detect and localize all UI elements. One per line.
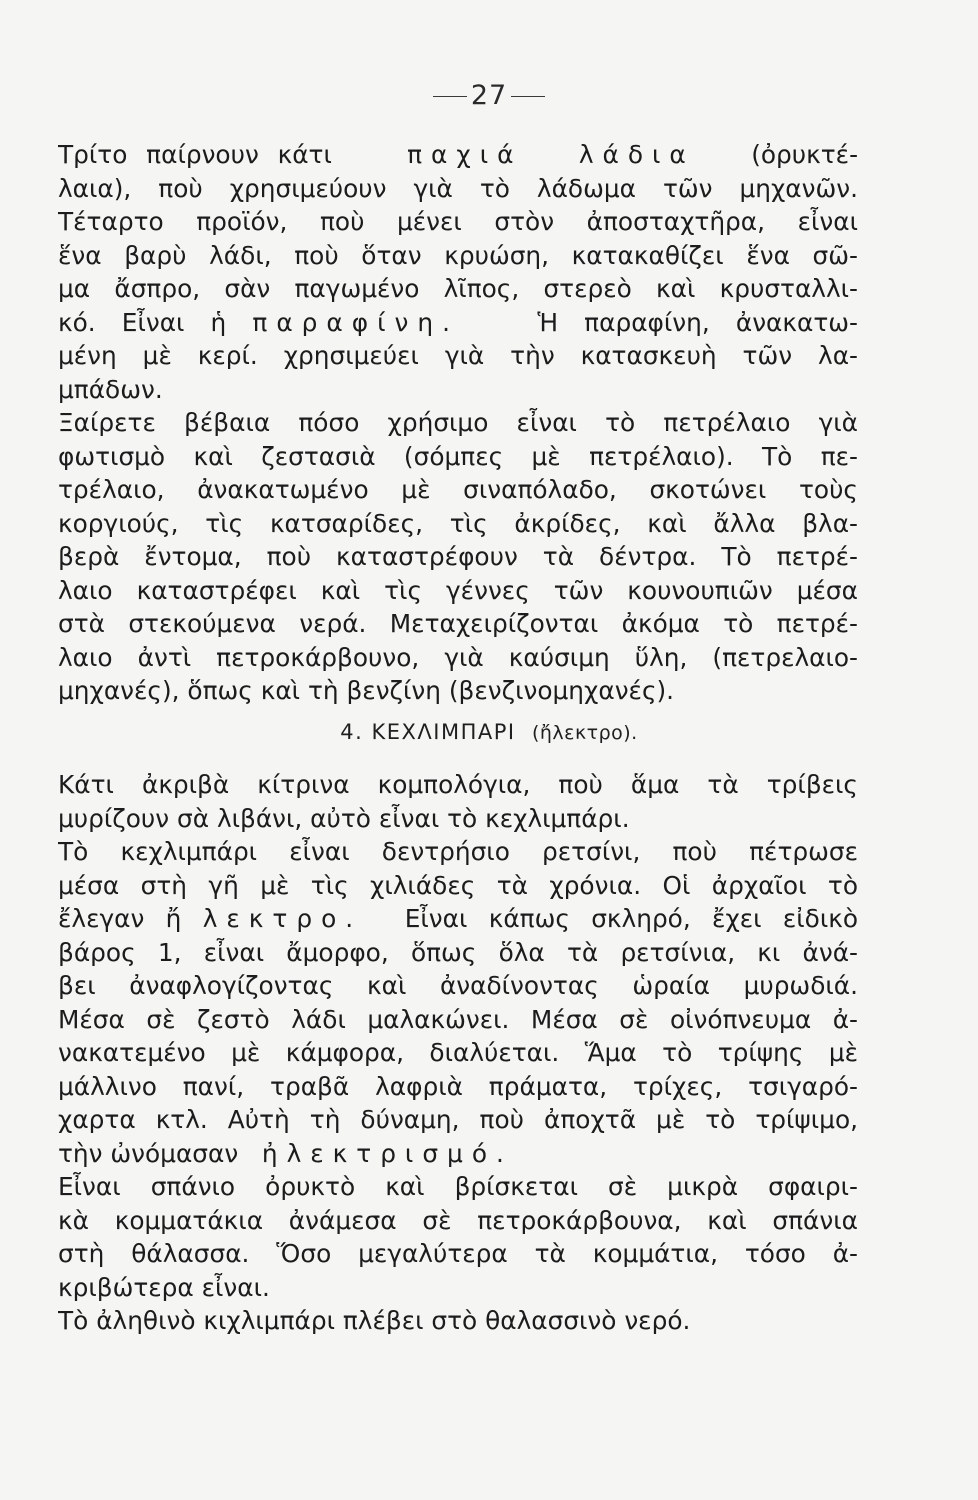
text-line: ἕνα βαρὺ λάδι, ποὺ ὅταν κρυώση, κατακαθίζει ἕνα σῶ- [58,240,858,270]
text-line: στὰ στεκούμενα νερά. Μεταχειρίζονται ἀκόμα τὸ πετρέ- [58,609,858,638]
text-line: λαια), ποὺ χρησιμεύουν γιὰ τὸ λάδωμα τῶν μηχανῶν. [58,173,858,203]
text-line: Εἶναι σπάνιο ὀρυκτὸ καὶ βρίσκεται σὲ μικρὰ σφαιρι- [58,1172,858,1201]
text-line: Τέταρτο προϊόν, ποὺ μένει στὸν ἀποσταχτῆρα, εἶναι [58,207,858,236]
text-line: χαρτα κτλ. Αὐτὴ τὴ δύναμη, ποὺ ἀποχτᾶ μὲ τὸ τρίψιμο, [58,1105,858,1134]
text-line: κὰ κομματάκια ἀνάμεσα σὲ πετροκάρβουνα, καὶ σπάνια [58,1205,858,1235]
section-amber-text [58,768,858,1338]
text-line: μένη μὲ κερί. χρησιμεύει γιὰ τὴν κατασκευὴ τῶν λα- [58,341,858,370]
text-line: μπάδων. [58,374,163,404]
text-line: ἔλεγαν ἤ λεκτρο. Εἶναι κάπως σκληρό, ἔχει εἰδικὸ [58,904,858,933]
text-line: μηχανές), ὅπως καὶ τὴ βενζίνη (βενζινομηχανές). [58,676,675,705]
text-line: μα ἄσπρο, σὰν παγωμένο λῖπος, στερεὸ καὶ κρυσταλλι- [58,274,858,303]
page-number-left-dash [433,96,467,97]
text-line: τὴν ὠνόμασαν ἠλεκτρισμό. [58,1138,513,1168]
text-line: Μέσα σὲ ζεστὸ λάδι μαλακώνει. Μέσα σὲ οἰνόπνευμα ἀ- [58,1004,858,1034]
text-line: στὴ θάλασσα. Ὅσο μεγαλύτερα τὰ κομμάτια, τόσο ἀ- [58,1239,858,1268]
section-heading [0,720,978,744]
text-line: λαιο ἀντὶ πετροκάρβουνο, γιὰ καύσιμη ὕλη, (πετρελαιο- [58,642,858,672]
text-line: Τὸ ἀληθινὸ κιχλιμπάρι πλέβει στὸ θαλασσινὸ νερό. [58,1306,691,1335]
text-line: βάρος 1, εἶναι ἄμορφο, ὅπως ὅλα τὰ ρετσίνια, κι ἀνά- [58,937,858,967]
text-line: βει ἀναφλογίζοντας καὶ ἀναδίνοντας ὡραία μυρωδιά. [58,971,858,1000]
text-line: βερὰ ἔντομα, ποὺ καταστρέφουν τὰ δέντρα. Τὸ πετρέ- [58,542,858,571]
page-number-value: 27 [470,80,508,111]
text-line: Τρίτο παίρνουν κάτι παχιά λάδια (ὀρυκτέ- [58,140,858,169]
text-line: λαιο καταστρέφει καὶ τὶς γέννες τῶν κουνουπιῶν μέσα [58,575,858,605]
text-line: Κάτι ἀκριβὰ κίτρινα κομπολόγια, ποὺ ἅμα τὰ τρίβεις [58,770,858,799]
text-line: κό. Εἶναι ἡ παραφίνη. Ἡ παραφίνη, ἀνακατω- [58,307,858,337]
text-line: μέσα στὴ γῆ μὲ τὶς χιλιάδες τὰ χρόνια. Οἱ ἀρχαῖοι τὸ [58,870,858,900]
text-line: κοργιούς, τὶς κατσαρίδες, τὶς ἀκρίδες, καὶ ἄλλα βλα- [58,508,858,538]
text-line: φωτισμὸ καὶ ζεστασιὰ (σόμπες μὲ πετρέλαιο). Τὸ πε- [58,441,858,471]
text-line: μυρίζουν σὰ λιβάνι, αὐτὸ εἶναι τὸ κεχλιμπάρι. [58,803,630,833]
text-line: Τὸ κεχλιμπάρι εἶναι δεντρήσιο ρετσίνι, ποὺ πέτρωσε [58,837,858,866]
text-line: Ξαίρετε βέβαια πόσο χρήσιμο εἶναι τὸ πετρέλαιο γιὰ [58,408,858,437]
text-line: νακατεμένο μὲ κάμφορα, διαλύεται. Ἅμα τὸ τρίψης μὲ [58,1038,858,1067]
text-line: τρέλαιο, ἀνακατωμένο μὲ σιναπόλαδο, σκοτώνει τοὺς [58,475,858,504]
page-number-right-dash [511,96,545,97]
section-heading-title: 4. ΚΕΧΛΙΜΠΑΡΙ [340,720,516,744]
page-number [0,80,978,111]
section-heading-subtitle: (ἤλεκτρο). [531,722,638,744]
section-petroleum-text [58,138,858,708]
text-line: μάλλινο πανί, τραβᾶ λαφριὰ πράματα, τρίχες, τσιγαρό- [58,1071,858,1101]
text-line: κριβώτερα εἶναι. [58,1272,270,1302]
